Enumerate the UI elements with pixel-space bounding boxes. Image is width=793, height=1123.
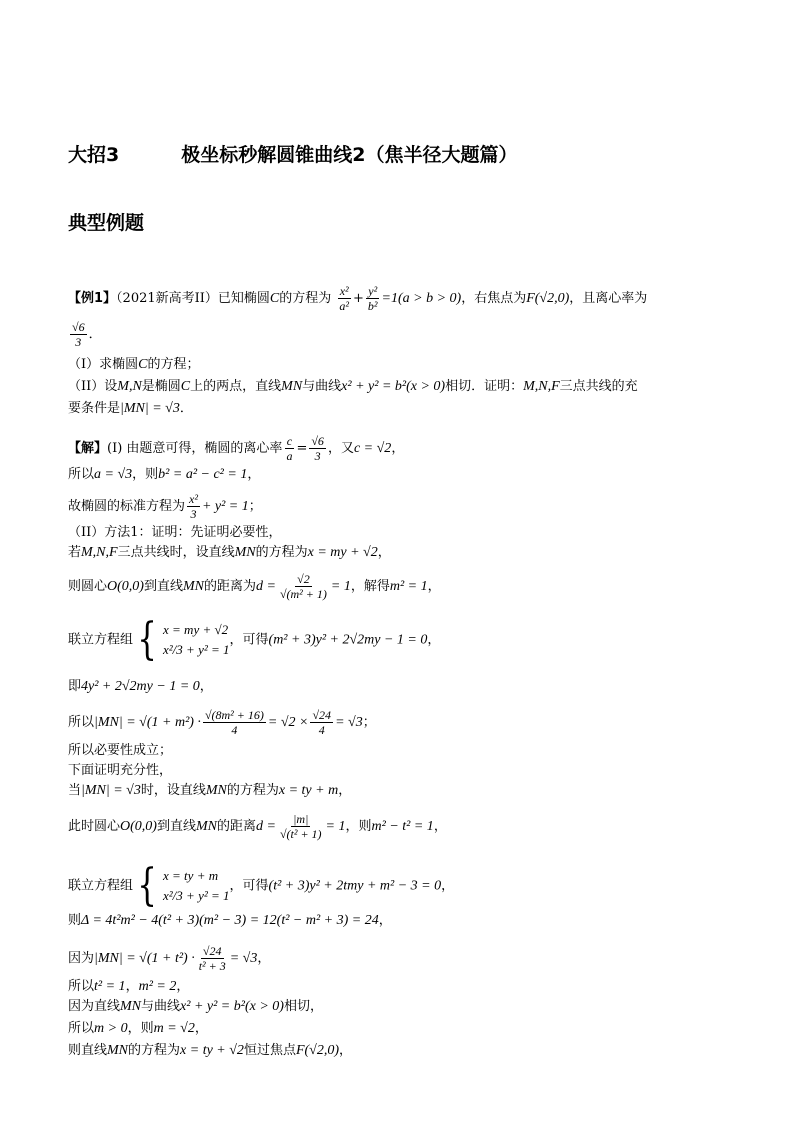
text: 因为直线 bbox=[68, 999, 121, 1014]
text: 上的两点，直线 bbox=[190, 379, 282, 394]
math: x = ty + m bbox=[278, 783, 339, 798]
text: 的方程； bbox=[147, 357, 200, 372]
text: ， bbox=[247, 467, 261, 482]
math: C bbox=[180, 379, 191, 394]
math: m > 0 bbox=[94, 1021, 128, 1036]
text: 因为 bbox=[68, 951, 95, 966]
solution-line-8 bbox=[68, 678, 213, 696]
fraction: $\frac{\text{x²}}{\text{a²}}$ bbox=[339, 284, 350, 313]
text: ，则 bbox=[132, 467, 159, 482]
fraction: $\frac{√24}{\text{t² + 3}}$ bbox=[198, 944, 226, 973]
text: ， bbox=[338, 783, 352, 798]
math: MN bbox=[205, 783, 227, 798]
math: (m² + 3)y² + 2√2my − 1 = 0 bbox=[268, 632, 428, 648]
math: x² + y² = b²(x > 0) bbox=[341, 379, 446, 394]
math: F(√2,0) bbox=[295, 1043, 340, 1058]
text: 即 bbox=[68, 679, 82, 694]
math: MN bbox=[107, 1043, 129, 1058]
text: 三点共线的充 bbox=[559, 379, 638, 394]
math: O(0,0) bbox=[120, 819, 157, 834]
text: ，又 bbox=[327, 441, 354, 456]
equation-system: { x = my + √2 x²/3 + y² = 1 bbox=[137, 614, 230, 665]
text: （II）设 bbox=[68, 379, 118, 394]
fraction: $\frac{\text{√(8m² + 16)}}{4}$ bbox=[204, 708, 264, 737]
text: 的方程为 bbox=[255, 545, 308, 560]
fraction: $\frac{√6}{3}$ bbox=[311, 434, 324, 463]
text: ，且离心率为 bbox=[569, 291, 648, 306]
math: x² + y² = b²(x > 0) bbox=[180, 999, 284, 1014]
math: |MN| = √(1 + m²) · bbox=[94, 715, 201, 730]
math: MN bbox=[234, 545, 256, 560]
text: 若 bbox=[68, 545, 82, 560]
math: MN bbox=[195, 819, 217, 834]
text: 与曲线 bbox=[141, 999, 181, 1014]
text: 则圆心 bbox=[68, 579, 108, 594]
fraction: $\frac{c}{a}$ bbox=[286, 434, 293, 463]
text: 所以 bbox=[68, 467, 95, 482]
text: 到直线 bbox=[143, 579, 183, 594]
math: d = bbox=[255, 819, 276, 834]
solution-line-18 bbox=[68, 998, 323, 1016]
solution-line-5 bbox=[68, 544, 391, 562]
text: ， bbox=[441, 878, 455, 894]
text: ， bbox=[199, 679, 213, 694]
text: ； bbox=[362, 715, 376, 730]
text: 相切， bbox=[283, 999, 323, 1014]
solution-line-20 bbox=[68, 1042, 352, 1060]
text: = bbox=[296, 441, 308, 456]
text: 所以 bbox=[68, 1021, 95, 1036]
solution-line-10: 所以必要性成立； bbox=[68, 743, 173, 758]
text: 是椭圆 bbox=[141, 379, 181, 394]
math: x = my + √2 bbox=[307, 545, 378, 560]
math: |MN| = √3 bbox=[120, 401, 180, 416]
example-line-2 bbox=[68, 320, 102, 349]
text: ， bbox=[194, 1021, 208, 1036]
text: ． bbox=[179, 401, 193, 416]
math: = √3 bbox=[229, 951, 258, 966]
text: ， bbox=[339, 1043, 353, 1058]
math: + y² = 1 bbox=[201, 499, 249, 514]
math: M,N,F bbox=[523, 379, 560, 394]
solution-line-12 bbox=[68, 782, 351, 800]
text: ，则 bbox=[345, 819, 372, 834]
text: ， bbox=[125, 979, 139, 994]
question-2 bbox=[68, 378, 638, 396]
text: ， bbox=[377, 545, 391, 560]
math: m² = 2 bbox=[138, 979, 177, 994]
text: 的方程为 bbox=[279, 291, 332, 306]
text: 恒过焦点 bbox=[243, 1043, 296, 1058]
text: 相切．证明： bbox=[445, 379, 524, 394]
math: m = √2 bbox=[153, 1021, 195, 1036]
fraction: $\frac{√2}{\text{√(m² + 1)}}$ bbox=[279, 572, 327, 601]
solution-line-4: （II）方法1：证明：先证明必要性， bbox=[68, 525, 282, 540]
math: MN bbox=[182, 579, 204, 594]
text: ， bbox=[433, 819, 447, 834]
math: b² = a² − c² = 1 bbox=[158, 467, 248, 482]
math: m² = 1 bbox=[389, 579, 428, 594]
text: ，则 bbox=[127, 1021, 154, 1036]
fraction: $\frac{\text{x²}}{3}$ bbox=[189, 492, 198, 521]
math: |MN| = √(1 + t²) · bbox=[94, 951, 195, 966]
text: 的距离为 bbox=[203, 579, 256, 594]
text: 的方程为 bbox=[128, 1043, 181, 1058]
text: ， bbox=[427, 579, 441, 594]
text: 所以 bbox=[68, 715, 95, 730]
text: ，可得 bbox=[229, 632, 269, 648]
solution-line-11: 下面证明充分性， bbox=[68, 763, 173, 778]
math: F(√2,0) bbox=[526, 291, 570, 306]
solution-line-3 bbox=[68, 492, 262, 521]
math: |MN| = √3 bbox=[81, 783, 141, 798]
text: 到直线 bbox=[156, 819, 196, 834]
math: C bbox=[138, 357, 148, 372]
section-heading: 典型例题 bbox=[68, 212, 145, 234]
text: 联立方程组 bbox=[68, 632, 134, 648]
text: ，解得 bbox=[350, 579, 390, 594]
math: = √3 bbox=[335, 715, 363, 730]
text: ； bbox=[248, 499, 262, 514]
solution-line-19 bbox=[68, 1020, 208, 1038]
text: ，右焦点为 bbox=[461, 291, 527, 306]
text: 则直线 bbox=[68, 1043, 108, 1058]
solution-line-2 bbox=[68, 466, 260, 484]
title-topic: 极坐标秒解圆锥曲线2（焦半径大题篇） bbox=[181, 144, 518, 166]
fraction: $\frac{√24}{4}$ bbox=[312, 708, 332, 737]
solution-label: 【解】 bbox=[68, 441, 108, 456]
text: 与曲线 bbox=[302, 379, 342, 394]
text: (I) 由题意可得，椭圆的离心率 bbox=[107, 441, 283, 456]
math: = 1 bbox=[330, 579, 351, 594]
math: MN bbox=[120, 999, 142, 1014]
solution-line-6 bbox=[68, 572, 441, 601]
question-1 bbox=[68, 356, 200, 374]
math: a = √3 bbox=[94, 467, 133, 482]
text: 联立方程组 bbox=[68, 878, 134, 894]
fraction: $\frac{\text{y²}}{\text{b²}}$ bbox=[367, 284, 378, 313]
solution-line-7 bbox=[68, 614, 441, 665]
math: Δ = 4t²m² − 4(t² + 3)(m² − 3) = 12(t² − m² + 3) = 24 bbox=[81, 913, 379, 928]
equation-system: { x = ty + m x²/3 + y² = 1 bbox=[137, 860, 230, 911]
page-title bbox=[68, 140, 517, 167]
math: c = √2 bbox=[353, 441, 392, 456]
math: =1(a > b > 0) bbox=[381, 291, 462, 306]
title-chapter: 大招3 bbox=[68, 144, 120, 166]
text: ， bbox=[378, 913, 392, 928]
text: ， bbox=[257, 951, 271, 966]
text: 此时圆心 bbox=[68, 819, 121, 834]
text: ， bbox=[427, 632, 441, 648]
math: 4y² + 2√2my − 1 = 0 bbox=[81, 679, 200, 694]
text: ，可得 bbox=[229, 878, 269, 894]
text: （I）求椭圆 bbox=[68, 357, 139, 372]
solution-line-9 bbox=[68, 708, 376, 737]
solution-line-17 bbox=[68, 978, 189, 996]
text: ， bbox=[391, 441, 405, 456]
solution-line-16 bbox=[68, 944, 270, 973]
math: d = bbox=[255, 579, 276, 594]
question-2-cont bbox=[68, 400, 193, 418]
text: （2021新高考II）已知椭圆 bbox=[116, 291, 270, 306]
math: t² = 1 bbox=[94, 979, 126, 994]
solution-line-1 bbox=[68, 434, 404, 463]
text: 的距离 bbox=[216, 819, 256, 834]
math: M,N bbox=[117, 379, 142, 394]
text: 则 bbox=[68, 913, 82, 928]
text: 故椭圆的标准方程为 bbox=[68, 499, 186, 514]
fraction: $\frac{√6}{3}$ bbox=[72, 320, 85, 349]
math: = 1 bbox=[325, 819, 346, 834]
math: (t² + 3)y² + 2tmy + m² − 3 = 0 bbox=[268, 878, 442, 894]
solution-line-15 bbox=[68, 912, 392, 930]
text: 所以 bbox=[68, 979, 95, 994]
text: ． bbox=[88, 327, 102, 342]
math: C bbox=[269, 291, 280, 306]
text: 三点共线时，设直线 bbox=[117, 545, 235, 560]
math: x = ty + √2 bbox=[180, 1043, 244, 1058]
solution-line-14 bbox=[68, 860, 455, 911]
solution-line-13 bbox=[68, 812, 447, 841]
text: 的方程为 bbox=[226, 783, 279, 798]
fraction: $\frac{|m|}{\text{√(t² + 1)}}$ bbox=[279, 812, 322, 841]
math: M,N,F bbox=[81, 545, 118, 560]
example-line-1: 【例1】（2021新高考II）已知椭圆C的方程为 $\frac{\text{x²}}{\text{a²}}$ + $\frac{\text{y²}}{\text{b²}}$ =1(a > b > 0)，右焦点为F(√2,0)，且离心率为 bbox=[68, 284, 648, 313]
math: MN bbox=[281, 379, 303, 394]
math: m² − t² = 1 bbox=[371, 819, 434, 834]
example-label: 【例1】 bbox=[68, 291, 117, 306]
math: = √2 × bbox=[267, 715, 309, 730]
text: 要条件是 bbox=[68, 401, 121, 416]
text: 当 bbox=[68, 783, 82, 798]
text: ， bbox=[176, 979, 190, 994]
text: 时，设直线 bbox=[140, 783, 206, 798]
math: O(0,0) bbox=[107, 579, 144, 594]
